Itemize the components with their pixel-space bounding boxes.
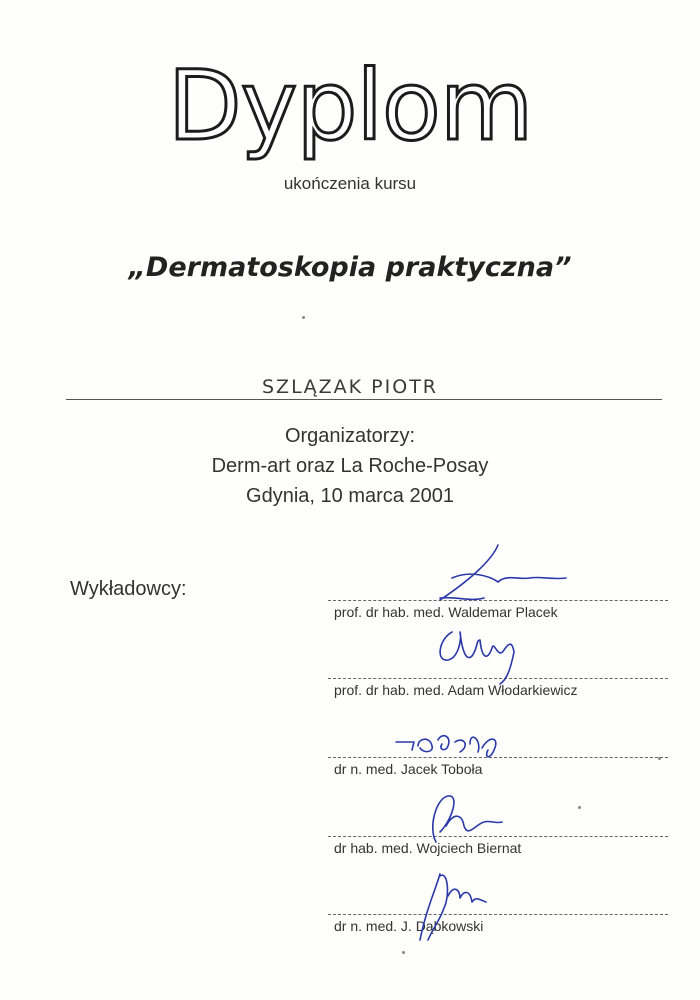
paper-speck bbox=[658, 757, 661, 760]
place-date: Gdynia, 10 marca 2001 bbox=[246, 485, 454, 507]
diploma-title: Dyplom bbox=[167, 50, 533, 162]
participant-line bbox=[66, 399, 662, 400]
signature-line-4 bbox=[328, 836, 668, 837]
paper-speck bbox=[402, 951, 405, 954]
signature-line-2 bbox=[328, 678, 668, 679]
lecturer-1: prof. dr hab. med. Waldemar Placek bbox=[334, 604, 558, 620]
signature-line-1 bbox=[328, 600, 668, 601]
diploma-subtitle: ukończenia kursu bbox=[283, 174, 417, 193]
organizers-names: Derm-art oraz La Roche-Posay bbox=[211, 455, 489, 477]
lecturers-label: Wykładowcy: bbox=[70, 578, 187, 600]
course-name: „Dermatoskopia praktyczna” bbox=[128, 252, 572, 283]
signature-2 bbox=[440, 632, 514, 684]
signature-1 bbox=[440, 545, 566, 600]
signature-line-3 bbox=[328, 757, 668, 758]
paper-speck bbox=[578, 806, 581, 809]
signature-3 bbox=[396, 736, 496, 757]
lecturer-2: prof. dr hab. med. Adam Włodarkiewicz bbox=[334, 682, 578, 698]
lecturer-4: dr hab. med. Wojciech Biernat bbox=[334, 840, 522, 856]
lecturer-3: dr n. med. Jacek Toboła bbox=[334, 761, 483, 777]
paper-speck bbox=[302, 316, 305, 319]
participant-name: SZLĄZAK PIOTR bbox=[262, 376, 438, 398]
signature-line-5 bbox=[328, 914, 668, 915]
lecturer-5: dr n. med. J. Dąbkowski bbox=[334, 918, 484, 934]
organizers-label: Organizatorzy: bbox=[284, 425, 416, 447]
